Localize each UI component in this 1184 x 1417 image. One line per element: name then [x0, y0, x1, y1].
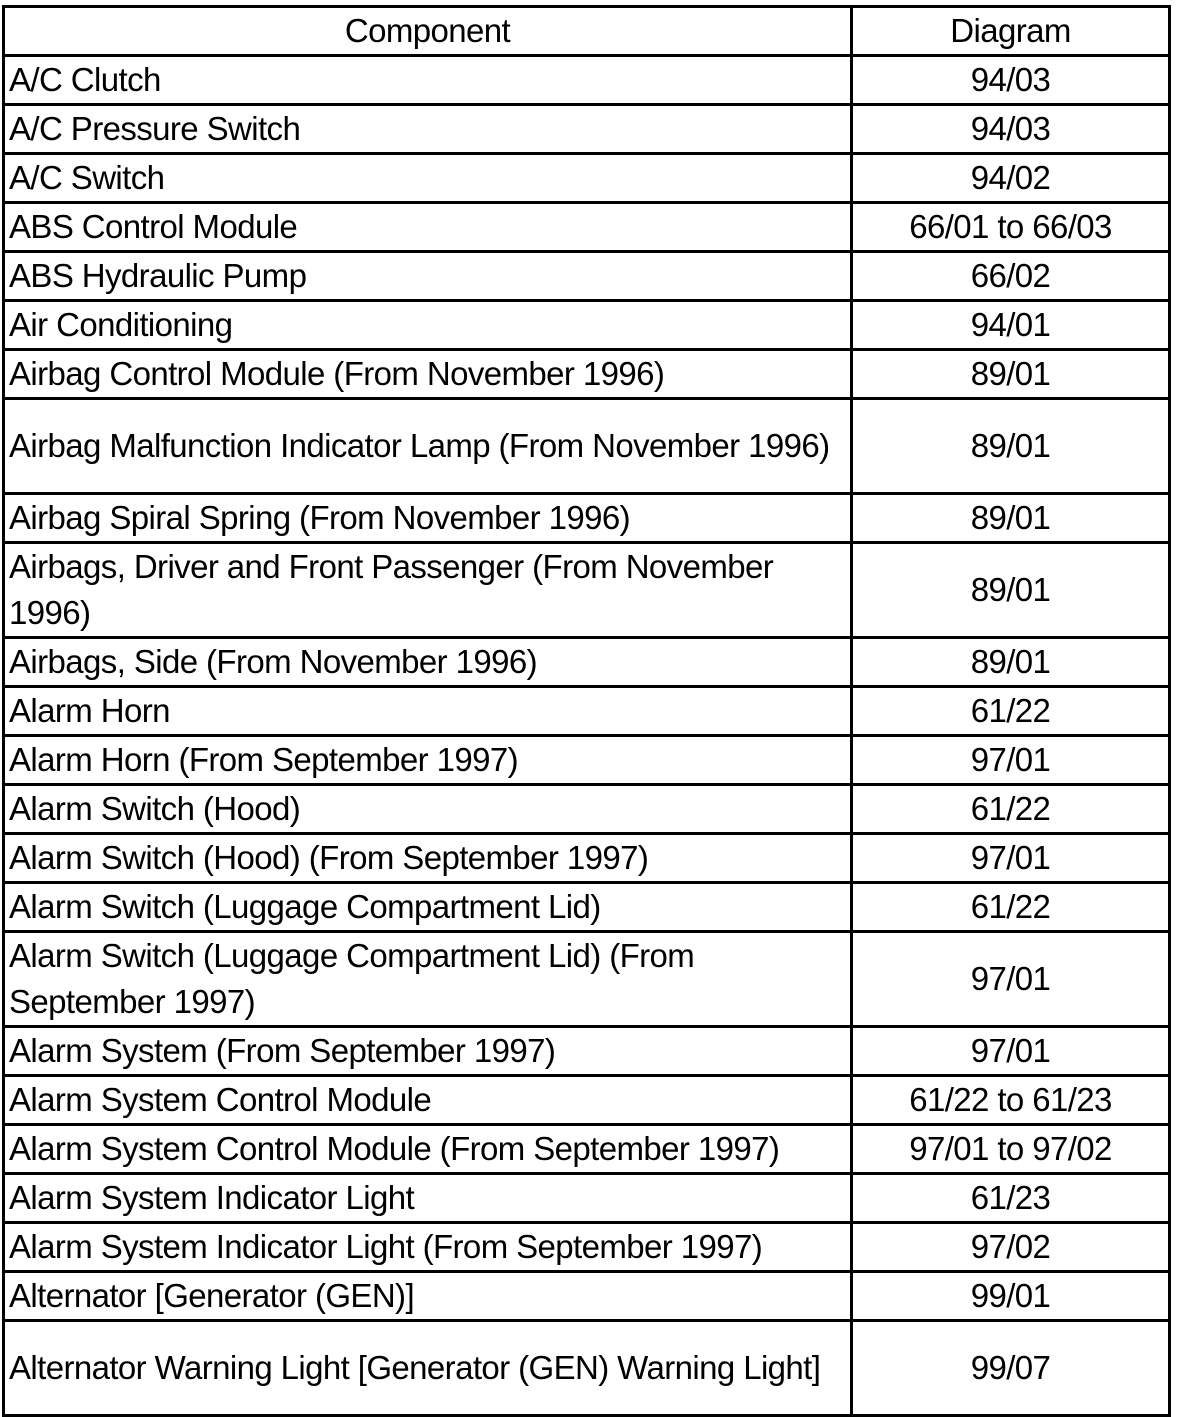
component-cell: Alarm System Control Module: [4, 1076, 852, 1125]
table-row: [4, 1223, 1170, 1272]
component-cell: A/C Pressure Switch: [4, 105, 852, 154]
diagram-cell: 94/03: [852, 105, 1170, 154]
component-cell: A/C Clutch: [4, 56, 852, 105]
component-cell: Airbag Spiral Spring (From November 1996): [4, 494, 852, 543]
table-row: [4, 301, 1170, 350]
diagram-cell: 97/01: [852, 834, 1170, 883]
table-row: [4, 494, 1170, 543]
diagram-cell: 99/01: [852, 1272, 1170, 1321]
table-row: [4, 638, 1170, 687]
diagram-cell: 66/02: [852, 252, 1170, 301]
table-row: [4, 543, 1170, 638]
table-row: [4, 1125, 1170, 1174]
component-cell: Air Conditioning: [4, 301, 852, 350]
table-row: [4, 1027, 1170, 1076]
component-cell: Airbags, Driver and Front Passenger (From November 1996): [4, 543, 852, 638]
diagram-cell: 94/03: [852, 56, 1170, 105]
diagram-cell: 97/01 to 97/02: [852, 1125, 1170, 1174]
table-row: [4, 56, 1170, 105]
table-row: [4, 203, 1170, 252]
table-right-edge-shadow: [1168, 5, 1171, 1400]
diagram-cell: 97/01: [852, 1027, 1170, 1076]
diagram-cell: 97/02: [852, 1223, 1170, 1272]
component-cell: ABS Hydraulic Pump: [4, 252, 852, 301]
component-diagram-table: [2, 5, 1171, 1417]
table-row: [4, 932, 1170, 1027]
table-row: [4, 252, 1170, 301]
table-row: [4, 154, 1170, 203]
table-row: [4, 1321, 1170, 1416]
component-cell: Airbags, Side (From November 1996): [4, 638, 852, 687]
component-cell: A/C Switch: [4, 154, 852, 203]
diagram-cell: 94/02: [852, 154, 1170, 203]
diagram-cell: 61/22 to 61/23: [852, 1076, 1170, 1125]
table-row: [4, 834, 1170, 883]
component-cell: Alarm Horn: [4, 687, 852, 736]
component-cell: Alternator [Generator (GEN)]: [4, 1272, 852, 1321]
component-index-sheet: [2, 5, 1168, 1417]
diagram-column-header: Diagram: [852, 7, 1170, 56]
component-cell: Alarm System (From September 1997): [4, 1027, 852, 1076]
component-cell: Alarm Switch (Luggage Compartment Lid): [4, 883, 852, 932]
table-row: [4, 105, 1170, 154]
diagram-cell: 89/01: [852, 399, 1170, 494]
component-cell: ABS Control Module: [4, 203, 852, 252]
component-cell: Airbag Control Module (From November 1996): [4, 350, 852, 399]
component-cell: Airbag Malfunction Indicator Lamp (From November 1996): [4, 399, 852, 494]
diagram-cell: 89/01: [852, 543, 1170, 638]
table-row: [4, 1076, 1170, 1125]
component-column-header: Component: [4, 7, 852, 56]
diagram-cell: 97/01: [852, 736, 1170, 785]
diagram-cell: 99/07: [852, 1321, 1170, 1416]
diagram-cell: 61/22: [852, 883, 1170, 932]
component-cell: Alarm Switch (Hood) (From September 1997): [4, 834, 852, 883]
table-row: [4, 785, 1170, 834]
table-body: [4, 56, 1170, 1416]
table-row: [4, 883, 1170, 932]
diagram-cell: 61/22: [852, 785, 1170, 834]
component-cell: Alarm Switch (Hood): [4, 785, 852, 834]
table-row: [4, 1272, 1170, 1321]
table-row: [4, 399, 1170, 494]
component-cell: Alarm System Indicator Light: [4, 1174, 852, 1223]
table-header-row: [4, 7, 1170, 56]
table-row: [4, 687, 1170, 736]
component-cell: Alarm System Control Module (From September 1997): [4, 1125, 852, 1174]
diagram-cell: 61/22: [852, 687, 1170, 736]
diagram-cell: 94/01: [852, 301, 1170, 350]
table-row: [4, 736, 1170, 785]
diagram-cell: 89/01: [852, 494, 1170, 543]
component-cell: Alarm System Indicator Light (From September 1997): [4, 1223, 852, 1272]
diagram-cell: 89/01: [852, 638, 1170, 687]
diagram-cell: 89/01: [852, 350, 1170, 399]
component-cell: Alarm Switch (Luggage Compartment Lid) (From September 1997): [4, 932, 852, 1027]
table-row: [4, 1174, 1170, 1223]
diagram-cell: 97/01: [852, 932, 1170, 1027]
diagram-cell: 61/23: [852, 1174, 1170, 1223]
component-cell: Alarm Horn (From September 1997): [4, 736, 852, 785]
component-cell: Alternator Warning Light [Generator (GEN) Warning Light]: [4, 1321, 852, 1416]
diagram-cell: 66/01 to 66/03: [852, 203, 1170, 252]
table-row: [4, 350, 1170, 399]
